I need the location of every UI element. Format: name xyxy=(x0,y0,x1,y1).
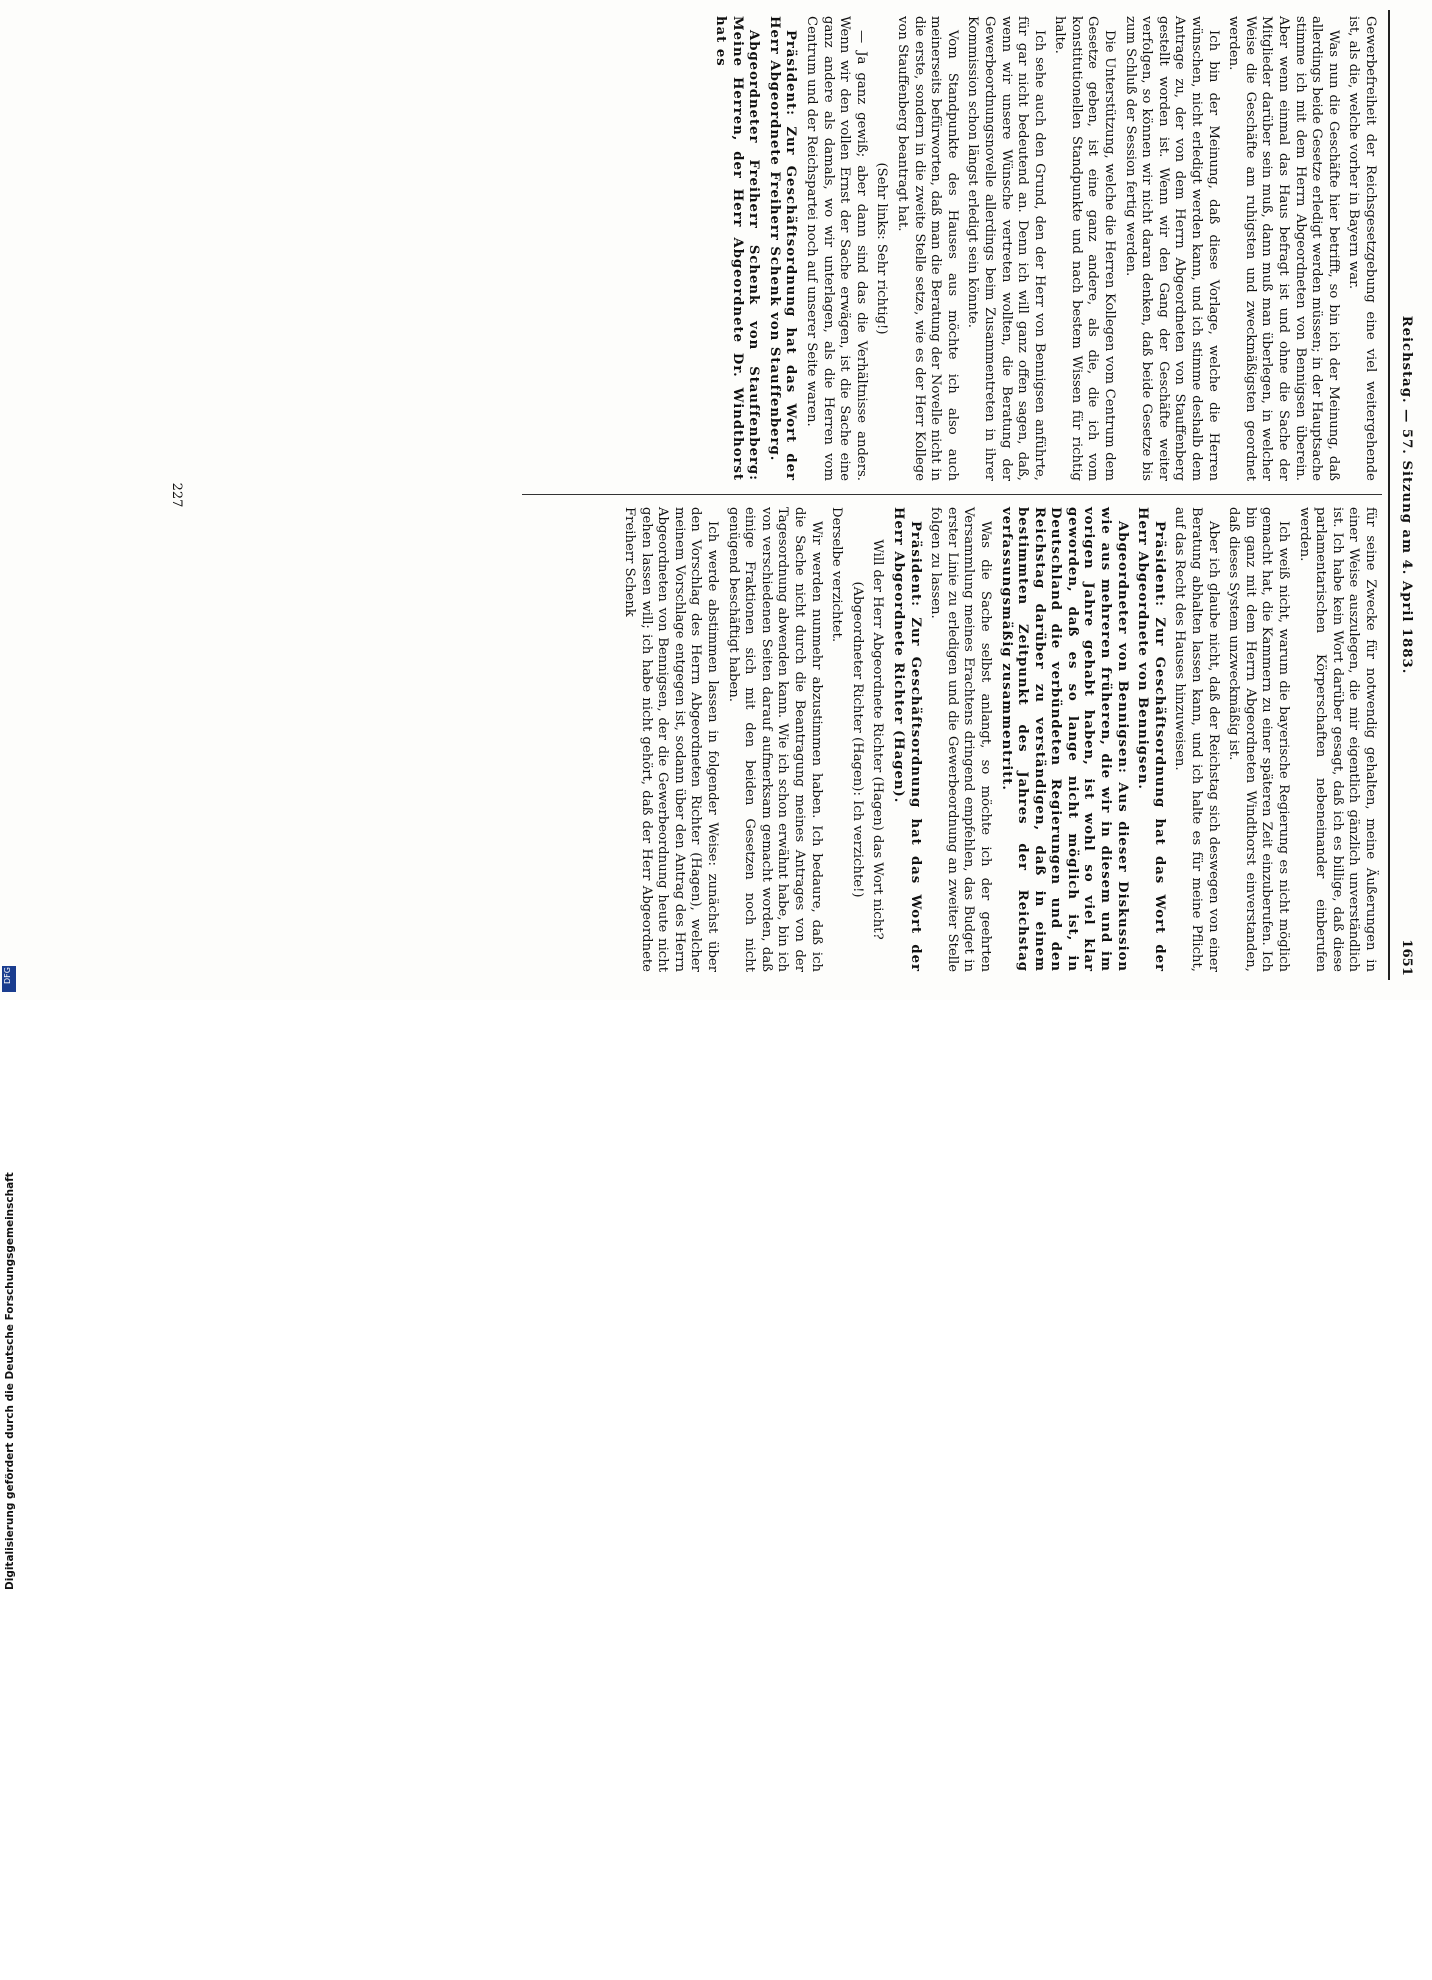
interjection: (Sehr links: Sehr richtig!) xyxy=(874,162,890,335)
left-column xyxy=(707,16,1378,481)
paragraph: — Ja ganz gewiß; aber dann sind das die Verhältnisse anders. Wenn wir den vollen Ernst der Sache erwägen, ist die Sache eine ganz andere als damals, wo wir unterlagen, als die Herren vom Centrum und der Reichspartei noch auf unserer Seite waren. xyxy=(804,16,869,481)
right-column xyxy=(616,507,1378,972)
paragraph: Will der Herr Abgeordnete Richter (Hagen) das Wort nicht? xyxy=(870,539,886,940)
funding-note xyxy=(0,990,18,1980)
funding-note-text: Digitalisierung gefördert durch die Deutsche Forschungsgemeinschaft xyxy=(4,1172,16,1590)
paragraph: Ich bin der Meinung, daß diese Vorlage, welche die Herren wünschen, nicht erledigt werden kann, und ich stimme deshalb dem Antrage zu, der von dem Herrn Abgeordneten von Stauffenberg gestellt worden ist. Wenn wir den Gang der Geschäfte weiter verfolgen, so können wir nicht daran denken, daß beide Gesetze bis zum Schluß der Session fertig werden. xyxy=(1122,16,1221,481)
paragraph: Was nun die Geschäfte hier betrifft, so bin ich der Meinung, daß allerdings beide Gesetze erledigt werden müssen; in der Hauptsache stimme ich mit dem Herrn Abgeordneten von Bennigsen überein. Aber wenn einmal das Haus befragt ist und ohne die Sache der Mitglieder darüber sein muß, dann muß man überlegen, in welcher Weise die Geschäfte am ruhigsten und zweckmäßigsten geordnet werden. xyxy=(1226,16,1341,481)
signature-mark: 227 xyxy=(169,482,184,508)
paragraph: für seine Zwecke für notwendig gehalten, meine Äußerungen in einer Weise auszulegen, die mir eigentlich gänzlich unverständlich ist. Ich habe kein Wort darüber gesagt, daß ich es billige, daß diese parlamentarischen Körperschaften nebeneinander einberufen werden. xyxy=(1296,507,1378,972)
paragraph: Die Unterstützung, welche die Herren Kollegen vom Centrum dem Gesetze geben, ist eine ganz andere, als die, die ich vom konstitutionellen Standpunkte und nach bestem Wissen für richtig halte. xyxy=(1052,16,1118,481)
column-divider xyxy=(522,494,1382,495)
speaker-paragraph: Präsident: Zur Geschäftsordnung hat das Wort der Herr Abgeordnete von Bennigsen. xyxy=(1135,507,1167,972)
paragraph: Derselbe verzichtet. xyxy=(829,507,845,643)
speaker-paragraph: Abgeordneter von Bennigsen: Aus dieser Diskussion wie aus mehreren früheren, die wir in diesem und im vorigen Jahre gehabt haben, ist wohl so viel klar geworden, daß es so lange nicht möglich ist, in Deutschland die verbündeten Regierungen und den Reichstag darüber zu verständigen, daß in einem bestimmten Zeitpunkt des Jahres der Reichstag verfassungsmäßig zusammentritt. xyxy=(998,507,1130,972)
interjection: (Abgeordneter Richter (Hagen): Ich verzichte!) xyxy=(849,581,865,898)
page-number: 1651 xyxy=(1399,939,1414,976)
speaker-paragraph: Präsident: Zur Geschäftsordnung hat das Wort der Herr Abgeordnete Richter (Hagen). xyxy=(890,507,923,972)
paragraph: Vom Standpunkte des Hauses aus möchte ich also auch meinerseits befürworten, daß man die Beratung der Novelle nicht in die erste, sondern in die zweite Stelle setze, wie es der Herr Kollege von Stauffenberg beantragt hat. xyxy=(894,16,960,481)
paragraph: Gewerbefreiheit der Reichsgesetzgebung eine viel weitergehende ist, als die, welche vorher in Bayern war. xyxy=(1346,16,1378,481)
speaker-paragraph: Abgeordneter Freiherr Schenk von Stauffenberg: Meine Herren, der Herr Abgeordnete Dr. Windthorst hat es xyxy=(713,16,762,481)
paragraph: Ich sehe auch den Grund, den der Herr von Bennigsen anführte, für gar nicht bedeutend an. Denn ich will ganz offen sagen, daß, wenn wir unsere Wünsche vertreten wollten, die Beratung der Gewerbeordnungsnovelle allerdings beim Zusammentreten in ihrer Kommission schon längst erledigt sein könnte. xyxy=(965,16,1047,481)
paragraph: Was die Sache selbst anlangt, so möchte ich der geehrten Versammlung meines Erachtens dringend empfehlen, das Budget in erster Linie zu erledigen und die Gewerbeordnung an zweiter Stelle folgen zu lassen. xyxy=(928,507,993,972)
paragraph: Ich weiß nicht, warum die bayerische Regierung es nicht möglich gemacht hat, die Kammern zu einer späteren Zeit einzuberufen. Ich bin ganz mit dem Herrn Abgeordneten Windthorst einverstanden, daß dieses System unzweckmäßig ist. xyxy=(1226,507,1292,972)
paragraph: Wir werden nunmehr abzustimmen haben. Ich bedaure, daß ich die Sache nicht durch die Beantragung meines Antrages von der Tagesordnung abwenden kann. Wie ich schon erwähnt habe, bin ich von verschiedenen Seiten darauf aufmerksam gemacht worden, daß einige Fraktionen sich mit den beiden Gesetzen noch nicht genügend beschäftigt haben. xyxy=(725,507,824,972)
dfg-logo-icon: DFG xyxy=(2,966,16,992)
header-title: Reichstag. — 57. Sitzung am 4. April 1883. xyxy=(1399,315,1414,675)
speaker-paragraph: Präsident: Zur Geschäftsordnung hat das Wort der Herr Abgeordnete Freiherr Schenk von Stauffenberg. xyxy=(766,16,799,481)
paragraph: Ich werde abstimmen lassen in folgender Weise: zunächst über den Vorschlag des Herrn Abgeordneten Richter (Hagen), welcher meinem Vorschlage entgegen ist, sodann über den Antrag des Herrn Abgeordneten von Bennigsen, der die Gewerbeordnung heute nicht gehen lassen will; ich habe nicht gehört, daß der Herr Abgeordnete Freiherr Schenk xyxy=(622,507,721,972)
page-header xyxy=(1388,10,1420,980)
paragraph: Aber ich glaube nicht, daß der Reichstag sich deswegen von einer Beratung abhalten lassen kann, und ich halte es für meine Pflicht, auf das Recht des Hauses hinzuweisen. xyxy=(1172,507,1221,972)
rotated-page xyxy=(50,10,1420,980)
